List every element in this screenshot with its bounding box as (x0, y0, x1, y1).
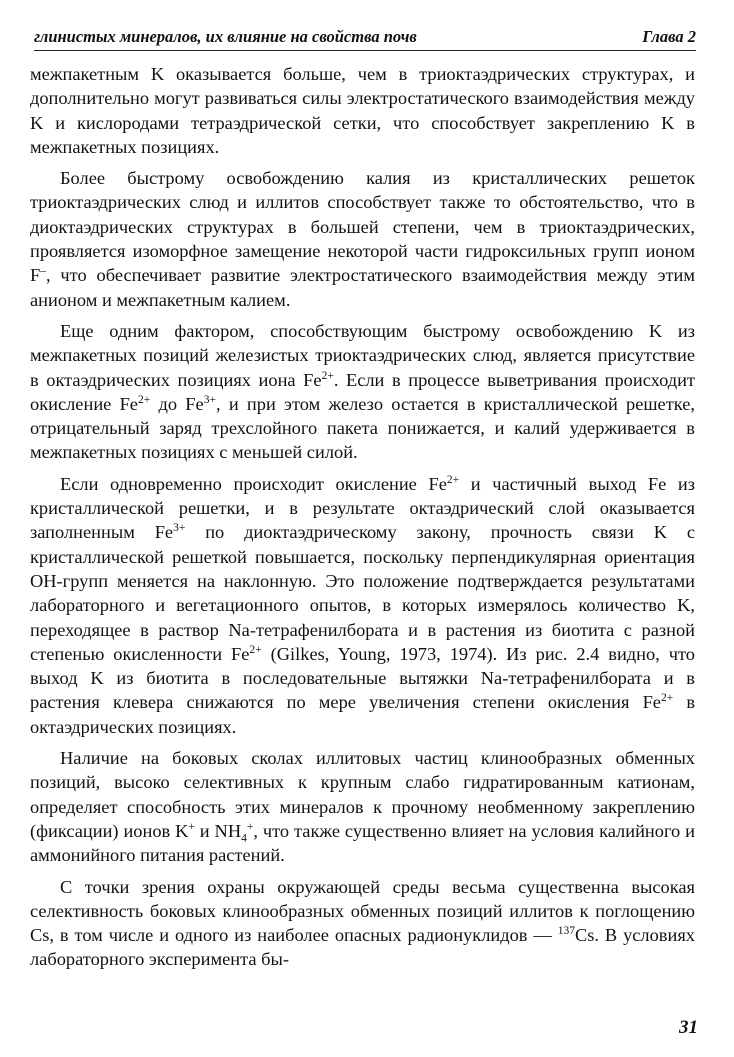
paragraph: Если одновременно происходит окисление $Fe^{2+}$ и частичный выход Fe из кристаллической решетки, и в результате октаэдрический слой оказывается заполненным $Fe^{3+}$ по диоктаэдрическому закону, прочность связи K с кристаллической решеткой повышается, поскольку перпендикулярная ориентация OH-групп меняется на наклонную. Это положение подтверждается результатами лабораторного и вегетационного опытов, в которых измерялось количество K, переходящее в раствор Na-тетрафенилбората и в растения из биотита с разной степенью окисленности $Fe^{2+}$ (Gilkes, Young, 1973, 1974). Из рис. 2.4 видно, что выход K из биотита в последовательные вытяжки Na-тетрафенилбората и в растения клевера снижаются по мере увеличения степени окисления $Fe^{2+}$ в октаэдрических позициях. (30, 473, 696, 737)
chapter-label: Глава 2 (642, 27, 696, 46)
running-header (34, 24, 696, 51)
paragraph: межпакетным K оказывается больше, чем в триоктаэдрических структурах, и дополнительно могут развиваться силы электростатического взаимодействия между K и кислородами тетраэдрической сетки, что способствует закреплению K в межпакетных позициях. (30, 64, 695, 157)
paragraph: Наличие на боковых сколах иллитовых частиц клинообразных обменных позиций, высоко селективных к крупным слабо гидратированным катионам, определяет способность этих минералов к прочному необменному закреплению (фиксации) ионов K+ и $NH_4^+$, что также существенно влияет на условия калийного и аммонийного питания растений. (30, 748, 695, 866)
paragraph: Еще одним фактором, способствующим быстрому освобождению K из межпакетных позиций железистых триоктаэдрических слюд, является присутствие в октаэдрических позициях иона $Fe^{2+}$. Если в процессе выветривания происходит окисление $Fe^{2+}$ до $Fe^{3+}$, и при этом железо остается в кристаллической решетке, отрицательный заряд трехслойного пакета понижается, и калий удерживается в межпакетных позициях с меньшей силой. (30, 320, 696, 463)
paragraph: Более быстрому освобождению калия из кристаллических решеток триоктаэдрических слюд и иллитов способствует также то обстоятельство, что в диоктаэдрических структурах в большей степени, чем в триоктаэдрических, проявляется изоморфное замещение некоторой части гидроксильных групп ионом F–, что обеспечивает развитие электростатического взаимодействия между этим анионом и межпакетным калием. (30, 168, 695, 310)
page-number: 31 (679, 1017, 698, 1038)
running-header-title: глинистых минералов, их влияние на свойства почв (34, 27, 417, 46)
paragraph: С точки зрения охраны окружающей среды весьма существенна высокая селективность боковых клинообразных обменных позиций иллитов к поглощению Cs, в том числе и одного из наиболее опасных радионуклидов — $^{137}$Cs. В условиях лабораторного эксперимента бы- (30, 876, 695, 970)
body-text (30, 62, 695, 979)
